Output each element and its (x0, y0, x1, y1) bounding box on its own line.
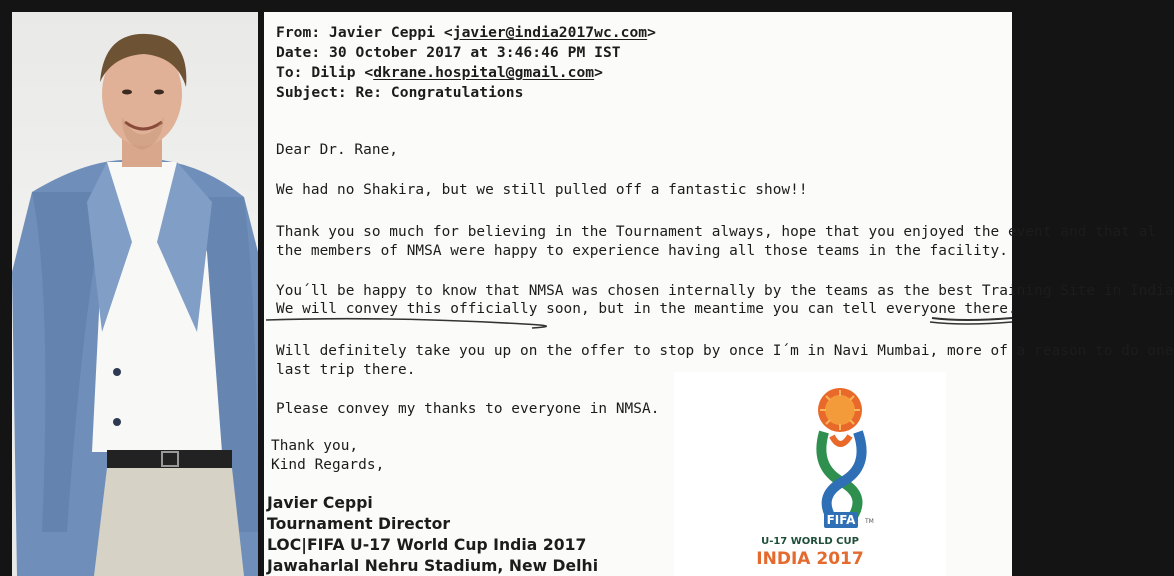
signature-name: Javier Ceppi (267, 494, 373, 512)
paragraph-3-line-2: We will convey this officially soon, but in the meantime you can tell everyone there. (276, 301, 1017, 317)
logo-caption-world-cup: U-17 WORLD CUP (761, 536, 859, 547)
closing-line-1: Thank you, (271, 438, 359, 454)
greeting: Dear Dr. Rane, (276, 142, 398, 158)
portrait-photo (12, 12, 258, 576)
logo-caption-india-2017: INDIA 2017 (756, 549, 864, 569)
trademark-mark: TM (865, 518, 874, 525)
to-label: To: (276, 64, 303, 81)
paragraph-3-line-1: You´ll be happy to know that NMSA was chosen internally by the teams as the best Training Site in India (276, 283, 1174, 299)
closing-line-2: Kind Regards, (271, 457, 385, 473)
person-illustration (12, 12, 258, 576)
email-printout (264, 12, 1174, 576)
to-name: Dilip < (311, 64, 374, 81)
paragraph-4-line-2: last trip there. (276, 362, 416, 378)
paragraph-5: Please convey my thanks to everyone in NMSA. (276, 401, 660, 417)
signature-org: LOC|FIFA U-17 World Cup India 2017 (267, 536, 587, 554)
paragraph-2-line-1: Thank you so much for believing in the Tournament always, hope that you enjoyed the event and that al (276, 224, 1157, 240)
email-date-row (276, 44, 621, 61)
signature-address: Jawaharlal Nehru Stadium, New Delhi (267, 557, 599, 575)
subject-label: Subject: (276, 84, 347, 101)
email-subject-row (276, 84, 523, 101)
to-email-link[interactable]: dkrane.hospital@gmail.com (373, 64, 595, 81)
fifa-badge-text: FIFA (826, 513, 856, 527)
date-label: Date: (276, 44, 321, 61)
fifa-u17-logo (674, 372, 946, 576)
from-name: Javier Ceppi < (329, 24, 453, 41)
paragraph-4-line-1: Will definitely take you up on the offer to stop by once I´m in Navi Mumbai, more of a reason to do one (276, 343, 1174, 359)
to-end: > (594, 64, 603, 81)
paragraph-1: We had no Shakira, but we still pulled off a fantastic show!! (276, 182, 808, 198)
email-to-row (276, 64, 603, 81)
paragraph-2-line-2: the members of NMSA were happy to experience having all those teams in the facility. (276, 243, 1008, 259)
from-email-link[interactable]: javier@india2017wc.com (452, 24, 648, 41)
email-from-row (276, 24, 656, 41)
date-value: 30 October 2017 at 3:46:46 PM IST (329, 44, 621, 61)
from-end: > (647, 24, 656, 41)
subject-value: Re: Congratulations (355, 84, 524, 101)
signature-title: Tournament Director (267, 515, 451, 533)
pen-underline-marks (264, 312, 1012, 336)
from-label: From: (276, 24, 321, 41)
